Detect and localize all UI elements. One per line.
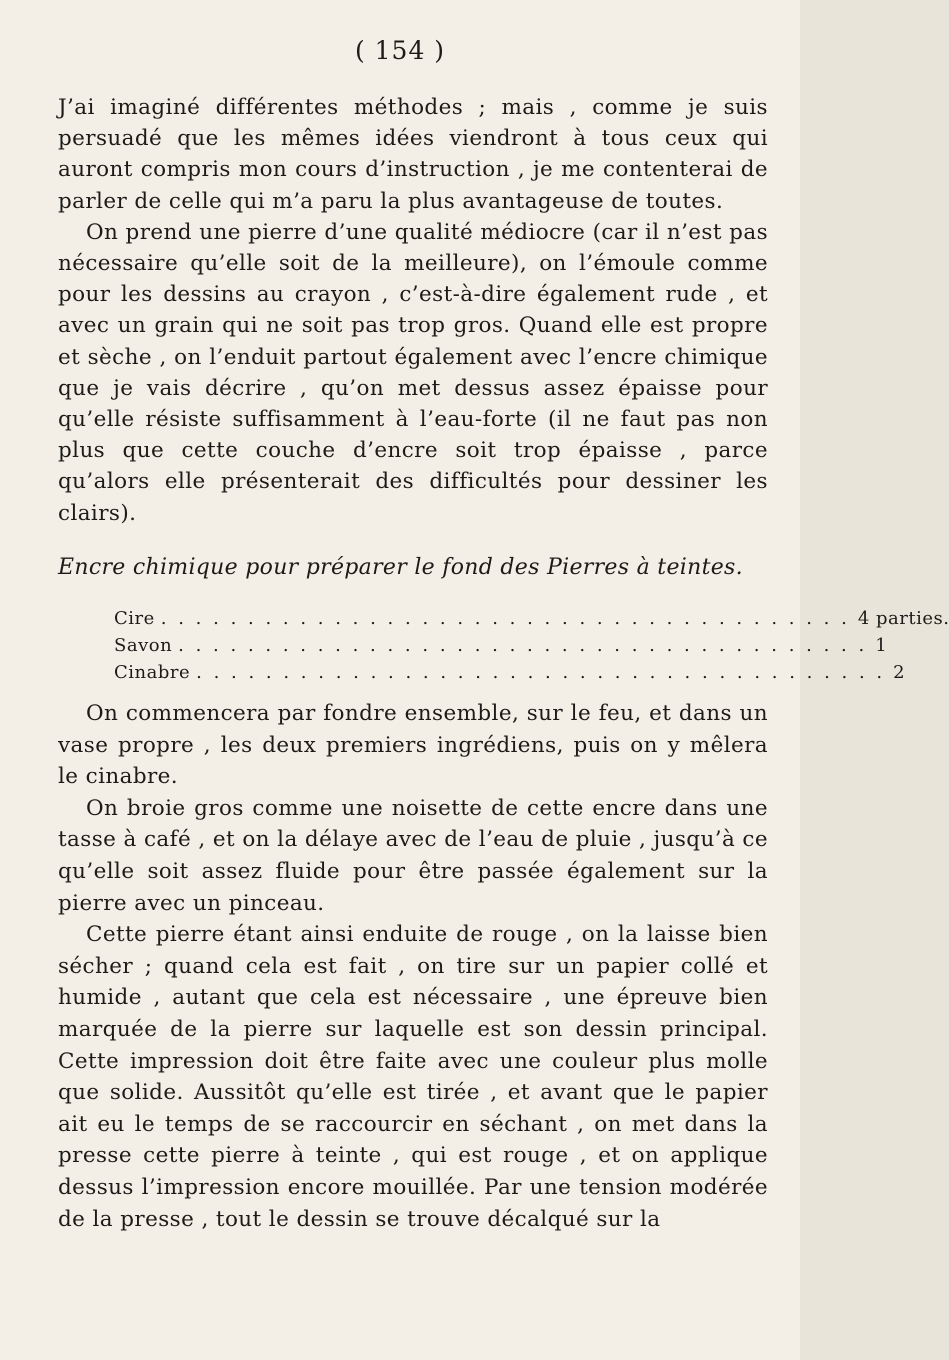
recipe-item-cinabre bbox=[114, 659, 906, 686]
recipe-item-amount: 1 bbox=[875, 635, 888, 656]
recipe-list bbox=[114, 605, 949, 686]
intro-paragraph-1: J’ai imaginé différentes méthodes ; mais , comme je suis persuadé que les mêmes idées viendront à tous ceux qui auront compris mon cours d’instruction , je me contenterai de parler de celle qui m’a paru la plus avantageuse de toutes. bbox=[58, 95, 768, 214]
recipe-item-name: Cire bbox=[114, 608, 155, 629]
recipe-item-amount: 4 parties. bbox=[857, 608, 949, 629]
recipe-item-cire bbox=[114, 605, 949, 632]
recipe-item-name: Savon bbox=[114, 635, 173, 656]
recipe-item-amount: 2 bbox=[893, 662, 906, 683]
recipe-item-savon bbox=[114, 632, 888, 659]
page-number: ( 154 ) bbox=[354, 36, 446, 65]
intro-paragraph-2: On prend une pierre d’une qualité médiocre (car il n’est pas nécessaire qu’elle soit de la meilleure), on l’émoule comme pour les dessins au crayon , c’est-à-dire également rude , et avec un grain qui ne soit pas trop gros. Quand elle est propre et sèche , on l’enduit partout également avec l’encre chimique que je vais décrire , qu’on met dessus assez épaisse pour qu’elle résiste suffisamment à l’eau-forte (il ne faut pas non plus que cette couche d’encre soit trop épaisse , parce qu’alors elle présenterait des difficultés pour dessiner les clairs). bbox=[58, 219, 768, 526]
recipe-item-name: Cinabre bbox=[114, 662, 191, 683]
instructions-text bbox=[58, 698, 768, 1235]
leader-dots: . . . . . . . . . . . . . . . . . . . . . . . . . . . . . . . . . . . . . . . . bbox=[196, 662, 886, 683]
intro-text bbox=[58, 92, 768, 529]
instruction-paragraph-3: Cette pierre étant ainsi enduite de rouge , on la laisse bien sécher ; quand cela est fait , on tire sur un papier collé et humide , autant que cela est nécessaire , une épreuve bien marquée de la pierre sur laquelle est son dessin principal. Cette impression doit être faite avec une couleur plus molle que solide. Aussitôt qu’elle est tirée , et avant que le papier ait eu le temps de se raccourcir en séchant , on met dans la presse cette pierre à teinte , qui est rouge , et on applique dessus l’impression encore mouillée. Par une tension modérée de la presse , tout le dessin se trouve décalqué sur la bbox=[58, 922, 768, 1232]
leader-dots: . . . . . . . . . . . . . . . . . . . . . . . . . . . . . . . . . . . . . . . . bbox=[160, 608, 850, 629]
section-heading: Encre chimique pour préparer le fond des Pierres à teintes. bbox=[58, 555, 743, 580]
leader-dots: . . . . . . . . . . . . . . . . . . . . . . . . . . . . . . . . . . . . . . . . bbox=[178, 635, 868, 656]
instruction-paragraph-2: On broie gros comme une noisette de cette encre dans une tasse à café , et on la délaye avec de l’eau de pluie , jusqu’à ce qu’elle soit assez fluide pour être passée également sur la pierre avec un pinceau. bbox=[58, 795, 768, 916]
instruction-paragraph-1: On commencera par fondre ensemble, sur le feu, et dans un vase propre , les deux premiers ingrédiens, puis on y mêlera le cinabre. bbox=[58, 701, 768, 790]
